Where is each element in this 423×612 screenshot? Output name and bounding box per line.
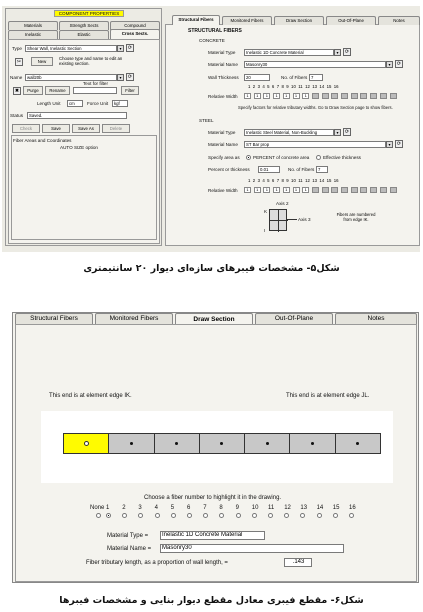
s-material-type-select[interactable]: Inelastic Steel Material, Non-Buckling	[244, 129, 334, 136]
radio-number-label: 8	[219, 505, 223, 511]
chevron-down-icon[interactable]: ▾	[334, 129, 341, 136]
relative-width-disabled	[380, 93, 387, 99]
tab2-draw-section[interactable]: Draw Section	[175, 313, 253, 325]
filter-button[interactable]: Filter	[121, 86, 139, 95]
c-material-name-label: Material Name	[208, 62, 238, 67]
radio-number-label: 11	[268, 505, 275, 511]
length-unit-label: Length Unit	[37, 101, 61, 106]
relative-width-disabled	[312, 187, 319, 193]
fiber-marker	[130, 442, 133, 445]
chevron-down-icon[interactable]: ▾	[334, 49, 341, 56]
relative-width-disabled	[390, 93, 397, 99]
refresh-icon[interactable]: ⟳	[396, 141, 402, 147]
concrete-label: CONCRETE	[199, 38, 225, 43]
refresh-icon[interactable]: ⟳	[127, 74, 133, 80]
fiber-areas-group	[11, 135, 157, 240]
name-label: Name	[10, 75, 23, 80]
status-field: Saved.	[27, 112, 127, 119]
s-material-name-label: Material Name	[208, 142, 238, 147]
draw-section-content	[15, 324, 417, 582]
type-label: Type	[12, 46, 22, 51]
relative-width-input[interactable]: 1	[283, 187, 290, 193]
relative-width-input[interactable]: 1	[273, 187, 280, 193]
relative-width-disabled	[370, 93, 377, 99]
status-label: Status	[10, 113, 24, 118]
relative-width-disabled	[360, 187, 367, 193]
c-relative-width-label: Relative Width	[208, 94, 238, 99]
s-fiber-numbers: 1 2 3 4 5 6 7 8 9 10 11 12 13 14 15 16	[248, 178, 339, 183]
material-type-label: Material Type =	[107, 533, 149, 539]
tab-compound[interactable]: Compound	[110, 21, 160, 30]
material-name-label: Material Name =	[107, 546, 152, 552]
c-material-type-select[interactable]: Inelastic 1D Concrete Material	[244, 49, 334, 56]
fiber-cell[interactable]	[63, 433, 109, 454]
tab-strength-sects[interactable]: Strength Sects	[59, 21, 109, 30]
relative-width-input[interactable]: 1	[293, 187, 300, 193]
relative-width-disabled	[360, 93, 367, 99]
specify-area-label: Specify area as	[208, 155, 240, 160]
figure6-caption: شکل۶- مقطع فیبری معادل مقطع دیوار بنایی و مشخصات فیبرها	[59, 595, 364, 606]
radio-number-label: 10	[251, 505, 259, 511]
refresh-icon[interactable]: ⟳	[344, 129, 350, 135]
refresh-icon[interactable]: ⟳	[127, 45, 133, 51]
fiber-radio[interactable]	[349, 513, 354, 518]
material-type-field: Inelastic 1D Concrete Material	[160, 531, 265, 540]
tab-notes[interactable]: Notes	[378, 16, 420, 25]
fiber-cell[interactable]	[244, 433, 290, 454]
length-unit-field: cm	[67, 100, 83, 107]
fiber-radio[interactable]	[236, 513, 241, 518]
fiber-radio[interactable]	[106, 513, 111, 518]
specify-hint: Specify factors for relative tributary widths. Go to Draw Section page to show fibers.	[238, 105, 393, 110]
percent-label: Percent or thickness	[208, 167, 250, 172]
rename-button[interactable]: Rename	[45, 86, 70, 95]
fiber-cell[interactable]	[289, 433, 335, 454]
left-content	[8, 39, 160, 244]
s-material-name-select[interactable]: ST Bar prop	[244, 141, 386, 148]
radio-number-label: 1	[106, 505, 110, 511]
axis-line-horizontal	[270, 220, 288, 221]
panel-title: COMPONENT PROPERTIES	[54, 10, 124, 17]
radio-number-label: 13	[300, 505, 308, 511]
new-button[interactable]	[31, 57, 53, 66]
save-as-button[interactable]: Save As	[72, 124, 100, 133]
chevron-down-icon[interactable]: ▾	[117, 74, 124, 81]
s-relative-width-row	[244, 187, 404, 195]
c-no-fibers-input[interactable]: 7	[309, 74, 323, 81]
c-material-name-select[interactable]: Masonry30	[244, 61, 386, 68]
material-name-field: Masonry30	[160, 544, 344, 553]
percent-radio[interactable]	[246, 155, 251, 160]
c-relative-width-row	[244, 93, 404, 101]
draw-section-window	[12, 312, 419, 583]
tab-draw-section[interactable]: Draw Section	[274, 16, 324, 25]
left-panel	[5, 8, 162, 246]
fiber-radio[interactable]	[333, 513, 338, 518]
fiber-radio[interactable]	[203, 513, 208, 518]
chevron-down-icon[interactable]: ▾	[117, 45, 124, 52]
tab-out-of-plane[interactable]: Out-Of-Plane	[326, 16, 376, 25]
relative-width-input[interactable]: 1	[263, 93, 270, 99]
c-fiber-numbers: 1 2 3 4 5 6 7 8 9 10 11 12 13 14 15 16	[248, 84, 339, 89]
trib-field: .143	[284, 558, 312, 567]
fibers-note: Fibers are numbered from edge IK.	[336, 212, 376, 222]
fiber-radio[interactable]	[122, 513, 127, 518]
fiber-marker	[356, 442, 359, 445]
axis-diagram	[269, 209, 287, 231]
tab2-structural-fibers[interactable]: Structural Fibers	[15, 313, 93, 324]
fiber-radio[interactable]	[219, 513, 224, 518]
right-panel	[165, 17, 420, 246]
fiber-marker	[311, 442, 314, 445]
fiber-radio[interactable]	[317, 513, 322, 518]
radio-number-label: 15	[332, 505, 340, 511]
relative-width-input[interactable]: 1	[302, 187, 309, 193]
wall-thickness-label: Wall Thickness	[208, 75, 239, 80]
structural-fibers-heading: STRUCTURAL FIBERS	[188, 28, 242, 34]
relative-width-input[interactable]: 1	[283, 93, 290, 99]
chevron-down-icon[interactable]: ▾	[386, 141, 393, 148]
fiber-cell[interactable]	[199, 433, 245, 454]
relative-width-input[interactable]: 1	[254, 187, 261, 193]
edge-jl-label: This end is at element edge JL.	[286, 393, 370, 399]
wall-thickness-input[interactable]: 20	[244, 74, 270, 81]
s-no-fibers-input[interactable]: 7	[316, 166, 328, 173]
axis3-arrow	[287, 219, 297, 220]
tab-cross-sects[interactable]: Cross Sects.	[110, 29, 160, 39]
refresh-icon[interactable]: ⟳	[396, 61, 402, 67]
k-label: K	[264, 209, 268, 214]
radio-number-label: 6	[187, 505, 191, 511]
filter-input[interactable]	[73, 87, 117, 94]
tab-inelastic[interactable]: Inelastic	[8, 30, 58, 39]
axis-line-vertical	[278, 210, 279, 232]
relative-width-input[interactable]: 1	[254, 93, 261, 99]
figure5-caption: شکل۵- مشخصات فیبرهای سازه‌ای دیوار ۲۰ سانتیمتری	[83, 263, 340, 274]
type-select[interactable]: Shear Wall, Inelastic Section	[25, 45, 117, 52]
relative-width-input[interactable]: 1	[244, 187, 251, 193]
fiber-cell[interactable]	[154, 433, 200, 454]
relative-width-disabled	[370, 187, 377, 193]
fiber-marker	[266, 442, 269, 445]
new-hint: Choose type and name to edit an existing section.	[59, 56, 123, 66]
refresh-icon[interactable]: ⟳	[344, 49, 350, 55]
radio-number-label: 5	[170, 505, 175, 511]
relative-width-disabled	[390, 187, 397, 193]
filter-label: Text for filter	[83, 81, 109, 86]
relative-width-disabled	[322, 93, 329, 99]
relative-width-input[interactable]: 1	[293, 93, 300, 99]
effective-radio[interactable]	[316, 155, 321, 160]
radio-number-label: 7	[203, 505, 207, 511]
relative-width-disabled	[331, 187, 338, 193]
tab2-out-of-plane[interactable]: Out-Of-Plane	[255, 313, 333, 324]
component-properties-window	[2, 6, 420, 252]
radio-number-label: 12	[284, 505, 291, 511]
new-button-label: New	[37, 59, 47, 64]
delete-icon[interactable]: ✖	[14, 88, 20, 94]
edge-ik-label: This end is at element edge IK.	[49, 393, 132, 399]
delete-button[interactable]: Delete	[102, 124, 130, 133]
relative-width-disabled	[331, 93, 338, 99]
force-unit-label: Force Unit	[87, 101, 109, 106]
choose-label: Choose a fiber number to highlight it in the drawing.	[144, 495, 282, 501]
fiber-marker-highlighted	[84, 441, 89, 446]
relative-width-disabled	[380, 187, 387, 193]
tab2-notes[interactable]: Notes	[335, 313, 417, 324]
tab-structural-fibers[interactable]: Structural Fibers	[172, 15, 220, 25]
relative-width-input[interactable]: 1	[302, 93, 309, 99]
fiber-marker	[175, 442, 178, 445]
name-select[interactable]: wall20b	[25, 74, 117, 81]
none-label: None	[90, 505, 105, 511]
relative-width-disabled	[351, 187, 358, 193]
relative-width-input[interactable]: 1	[273, 93, 280, 99]
fiber-radio[interactable]	[138, 513, 143, 518]
relative-width-disabled	[312, 93, 319, 99]
fiber-radio[interactable]	[268, 513, 273, 518]
chevron-down-icon[interactable]: ▾	[386, 61, 393, 68]
relative-width-input[interactable]: 1	[263, 187, 270, 193]
fiber-areas-label: Fiber Areas and Coordinates	[13, 138, 72, 143]
relative-width-disabled	[341, 93, 348, 99]
purge-button[interactable]: Purge	[23, 86, 43, 95]
tab-elastic[interactable]: Elastic	[59, 30, 109, 39]
radio-number-label: 3	[138, 505, 142, 511]
fiber-cells	[63, 433, 380, 455]
radio-number-label: 14	[316, 505, 324, 511]
percent-input[interactable]: 0.01	[258, 166, 280, 173]
tab2-monitored-fibers[interactable]: Monitored Fibers	[95, 313, 173, 324]
fiber-radio[interactable]	[155, 513, 160, 518]
fiber-areas-value: AUTO SIZE option	[60, 145, 98, 150]
tab-materials[interactable]: Materials	[8, 21, 58, 30]
tab-monitored-fibers[interactable]: Monitored Fibers	[222, 16, 272, 25]
s-no-fibers-label: No. of Fibers	[288, 167, 315, 172]
c-no-fibers-label: No. of Fibers	[281, 75, 308, 80]
percent-option-label: PERCENT of concrete area	[253, 155, 310, 160]
s-relative-width-label: Relative Width	[208, 188, 238, 193]
fiber-radio[interactable]	[284, 513, 289, 518]
effective-option-label: Effective thickness	[323, 155, 361, 160]
c-material-type-label: Material Type	[208, 50, 236, 55]
radio-number-label: 16	[349, 505, 356, 511]
fiber-cell[interactable]	[335, 433, 381, 454]
axis3-label: Axis 3	[298, 217, 311, 222]
steel-label: STEEL	[199, 118, 214, 123]
relative-width-disabled	[322, 187, 329, 193]
fiber-cell[interactable]	[108, 433, 154, 454]
s-material-type-label: Material Type	[208, 130, 236, 135]
save-button[interactable]: Save	[42, 124, 70, 133]
radio-number-label: 2	[122, 505, 126, 511]
fiber-radio[interactable]	[171, 513, 176, 518]
i-label: I	[264, 228, 266, 233]
fiber-marker	[220, 442, 223, 445]
relative-width-disabled	[351, 93, 358, 99]
trib-label: Fiber tributary length, as a proportion of wall length, =	[86, 560, 228, 566]
force-unit-field: kgf	[112, 100, 128, 107]
fiber-radio[interactable]	[252, 513, 257, 518]
none-radio[interactable]	[96, 513, 101, 518]
radio-numbers	[106, 505, 366, 521]
relative-width-input[interactable]: 1	[244, 93, 251, 99]
fiber-radio[interactable]	[187, 513, 192, 518]
fiber-radio[interactable]	[300, 513, 305, 518]
tools-icon[interactable]: ✂	[16, 59, 22, 65]
radio-number-label: 4	[154, 505, 158, 511]
axis2-label: Axis 2	[276, 201, 289, 206]
radio-number-label: 9	[235, 505, 239, 511]
check-button[interactable]: Check	[12, 124, 40, 133]
relative-width-disabled	[341, 187, 348, 193]
